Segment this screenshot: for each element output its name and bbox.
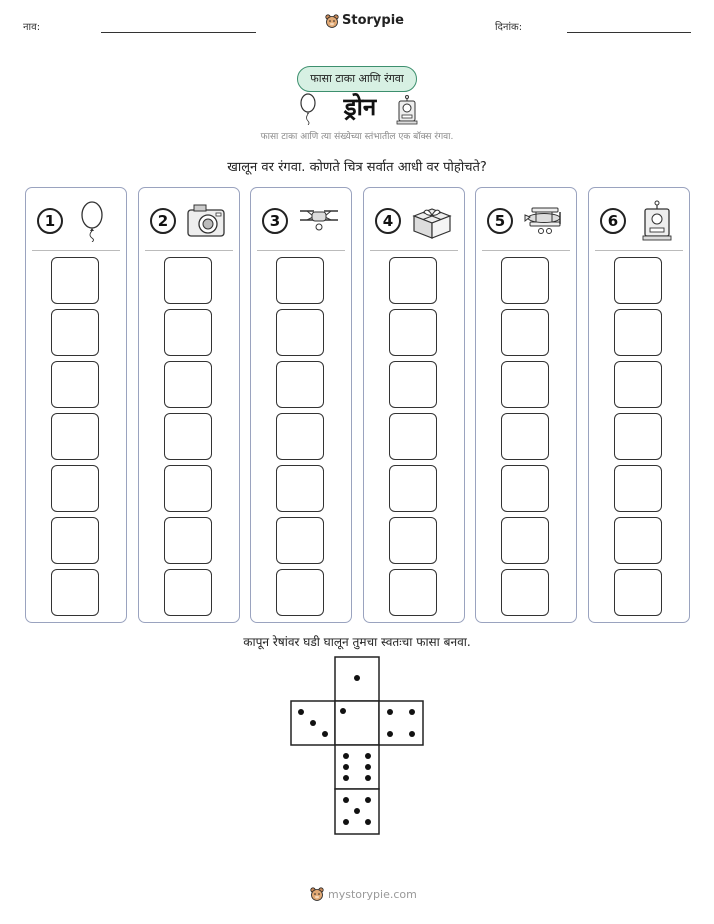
color-box[interactable] xyxy=(164,465,212,512)
date-label: दिनांक: xyxy=(495,22,523,33)
color-box[interactable] xyxy=(389,361,437,408)
column-number: 1 xyxy=(37,208,63,234)
column-divider xyxy=(145,250,233,251)
column-divider xyxy=(370,250,458,251)
color-box[interactable] xyxy=(51,413,99,460)
bear-mascot-icon xyxy=(310,887,324,901)
color-box[interactable] xyxy=(501,257,549,304)
column-3 xyxy=(250,187,352,623)
balloon-icon xyxy=(72,200,116,242)
instruction-subtitle: फासा टाका आणि त्या संख्येच्या स्तंभातील एक बॉक्स रंगवा. xyxy=(260,132,454,142)
color-box[interactable] xyxy=(389,257,437,304)
camera-icon xyxy=(185,200,229,242)
brand-name: Storypie xyxy=(342,13,404,28)
color-box[interactable] xyxy=(276,517,324,564)
color-box[interactable] xyxy=(501,309,549,356)
color-box[interactable] xyxy=(164,361,212,408)
bear-mascot-icon xyxy=(325,14,339,28)
column-number: 3 xyxy=(262,208,288,234)
column-number: 4 xyxy=(375,208,401,234)
color-box[interactable] xyxy=(389,517,437,564)
color-box[interactable] xyxy=(276,465,324,512)
color-box[interactable] xyxy=(614,361,662,408)
color-box[interactable] xyxy=(614,257,662,304)
column-number: 6 xyxy=(600,208,626,234)
column-4 xyxy=(363,187,465,623)
color-box[interactable] xyxy=(501,465,549,512)
color-box[interactable] xyxy=(501,361,549,408)
color-box[interactable] xyxy=(389,413,437,460)
color-box[interactable] xyxy=(276,361,324,408)
dice-instruction: कापून रेषांवर घडी घालून तुमचा स्वतःचा फासा बनवा. xyxy=(243,635,471,649)
color-box[interactable] xyxy=(276,257,324,304)
column-number: 5 xyxy=(487,208,513,234)
column-5 xyxy=(475,187,577,623)
color-box[interactable] xyxy=(276,569,324,616)
color-box[interactable] xyxy=(614,517,662,564)
dice-face xyxy=(379,701,423,745)
robot-icon xyxy=(395,95,419,125)
color-box[interactable] xyxy=(614,413,662,460)
color-box[interactable] xyxy=(276,309,324,356)
color-box[interactable] xyxy=(614,569,662,616)
date-field-line[interactable] xyxy=(567,32,691,33)
color-box[interactable] xyxy=(51,257,99,304)
column-6 xyxy=(588,187,690,623)
color-box[interactable] xyxy=(51,569,99,616)
color-box[interactable] xyxy=(276,413,324,460)
color-box[interactable] xyxy=(164,257,212,304)
color-box[interactable] xyxy=(51,361,99,408)
name-field-line[interactable] xyxy=(101,32,256,33)
dice-face xyxy=(335,745,379,789)
color-box[interactable] xyxy=(501,569,549,616)
color-box[interactable] xyxy=(164,517,212,564)
column-divider xyxy=(257,250,345,251)
column-1 xyxy=(25,187,127,623)
dice-net xyxy=(290,656,424,836)
gift-box-icon xyxy=(410,200,454,242)
activity-badge: फासा टाका आणि रंगवा xyxy=(297,66,417,92)
drone-icon xyxy=(297,200,341,242)
biplane-icon xyxy=(522,200,566,242)
color-box[interactable] xyxy=(389,569,437,616)
column-2 xyxy=(138,187,240,623)
color-box[interactable] xyxy=(51,517,99,564)
color-box[interactable] xyxy=(164,309,212,356)
color-box[interactable] xyxy=(389,309,437,356)
balloon-icon xyxy=(298,93,320,125)
name-label: नाव: xyxy=(23,22,41,33)
brand-logo xyxy=(325,13,404,28)
color-box[interactable] xyxy=(164,569,212,616)
color-box[interactable] xyxy=(389,465,437,512)
color-box[interactable] xyxy=(501,413,549,460)
column-number: 2 xyxy=(150,208,176,234)
dice-face xyxy=(335,701,379,745)
color-box[interactable] xyxy=(164,413,212,460)
column-divider xyxy=(32,250,120,251)
robot-icon xyxy=(635,200,679,242)
footer-site: mystorypie.com xyxy=(328,887,417,901)
footer xyxy=(310,887,417,901)
column-divider xyxy=(482,250,570,251)
color-box[interactable] xyxy=(51,465,99,512)
color-box[interactable] xyxy=(614,309,662,356)
page-title: ड्रोन xyxy=(343,93,377,121)
color-box[interactable] xyxy=(614,465,662,512)
color-box[interactable] xyxy=(501,517,549,564)
color-box[interactable] xyxy=(51,309,99,356)
column-divider xyxy=(595,250,683,251)
question-text: खालून वर रंगवा. कोणते चित्र सर्वात आधी वर पोहोचते? xyxy=(227,160,487,175)
